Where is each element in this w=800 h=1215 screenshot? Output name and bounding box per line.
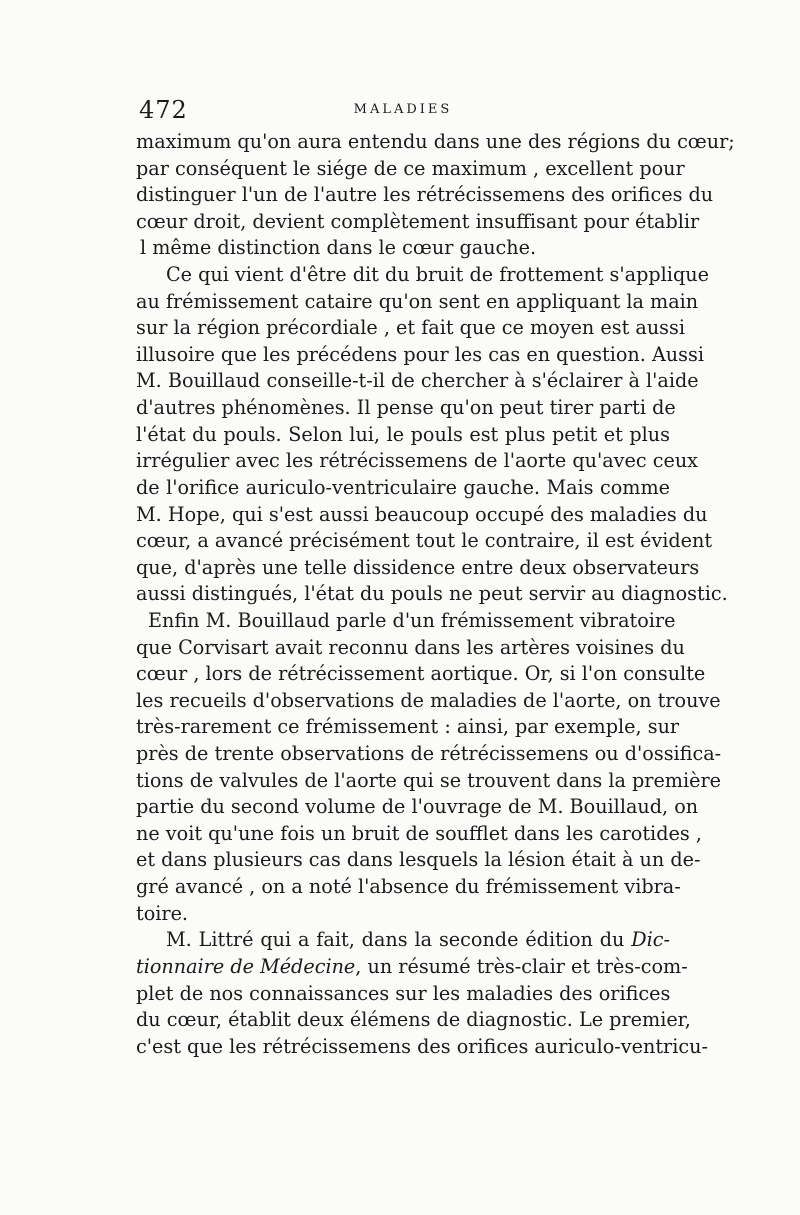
page-number: 472 [139,96,188,124]
text-line: par conséquent le siége de ce maximum , excellent pour [136,156,685,180]
text-line: plet de nos connaissances sur les maladies des orifices [136,981,671,1005]
text-line: que, d'après une telle dissidence entre deux observateurs [136,555,700,579]
text-line: c'est que les rétrécissemens des orifices auriculo-ventricu- [136,1034,708,1058]
text-line: illusoire que les précédens pour les cas en question. Aussi [136,342,704,366]
text-line: les recueils d'observations de maladies de l'aorte, on trouve [136,688,721,712]
text-line: d'autres phénomènes. Il pense qu'on peut tirer parti de [136,396,676,420]
text-line: cœur droit, devient complètement insuffisant pour établir [136,209,700,233]
text-line: irrégulier avec les rétrécissemens de l'aorte qu'avec ceux [136,449,698,473]
text-line: M. Littré qui a fait, dans la seconde édition du Dic- [166,928,670,952]
text-line: du cœur, établit deux élémens de diagnostic. Le premier, [136,1008,691,1032]
text-line: l'état du pouls. Selon lui, le pouls est plus petit et plus [136,422,670,446]
text-line: cœur, a avancé précisément tout le contraire, il est évident [136,529,713,553]
text-line: de l'orifice auriculo-ventriculaire gauche. Mais comme [136,475,670,499]
text-line: M. Hope, qui s'est aussi beaucoup occupé des maladies du [136,502,708,526]
text-line: au frémissement cataire qu'on sent en appliquant la main [136,289,699,313]
text-line: toire. [136,901,189,925]
text-line: aussi distingués, l'état du pouls ne peut servir au diagnostic. [136,582,728,606]
text-line: gré avancé , on a noté l'absence du frémissement vibra- [136,875,681,899]
text-line: maximum qu'on aura entendu dans une des régions du cœur; [136,130,735,153]
book-title-fragment: Dic- [631,928,670,952]
text-line: et dans plusieurs cas dans lesquels la lésion était à un de- [136,848,701,872]
text-line: ne voit qu'une fois un bruit de soufflet dans les carotides , [136,821,702,845]
text-line: partie du second volume de l'ouvrage de M. Bouillaud, on [136,795,699,819]
text-line: Ce qui vient d'être dit du bruit de frottement s'applique [166,263,709,287]
text-line: que Corvisart avait reconnu dans les artères voisines du [136,635,685,659]
text-line: tions de valvules de l'aorte qui se trouvent dans la première [136,768,722,792]
body-text [136,129,735,1060]
book-title-fragment: tionnaire de Médecine [136,954,356,978]
text-line: près de trente observations de rétrécissemens ou d'ossifica- [136,742,722,766]
text-line: cœur , lors de rétrécissement aortique. Or, si l'on consulte [136,662,706,686]
text-line: distinguer l'un de l'autre les rétrécissemens des orifices du [136,183,714,207]
text-line: M. Bouillaud conseille-t-il de chercher à s'éclairer à l'aide [136,369,699,393]
running-title: MALADIES [353,102,453,117]
text-line: Enfin M. Bouillaud parle d'un frémissement vibratoire [148,608,676,632]
page-header [136,96,670,126]
text-line: très-rarement ce frémissement : ainsi, par exemple, sur [136,715,680,739]
text-line: l même distinction dans le cœur gauche. [140,236,537,260]
text-line: sur la région précordiale , et fait que ce moyen est aussi [136,316,686,340]
text-line: tionnaire de Médecine, un résumé très-clair et très-com- [136,954,688,978]
